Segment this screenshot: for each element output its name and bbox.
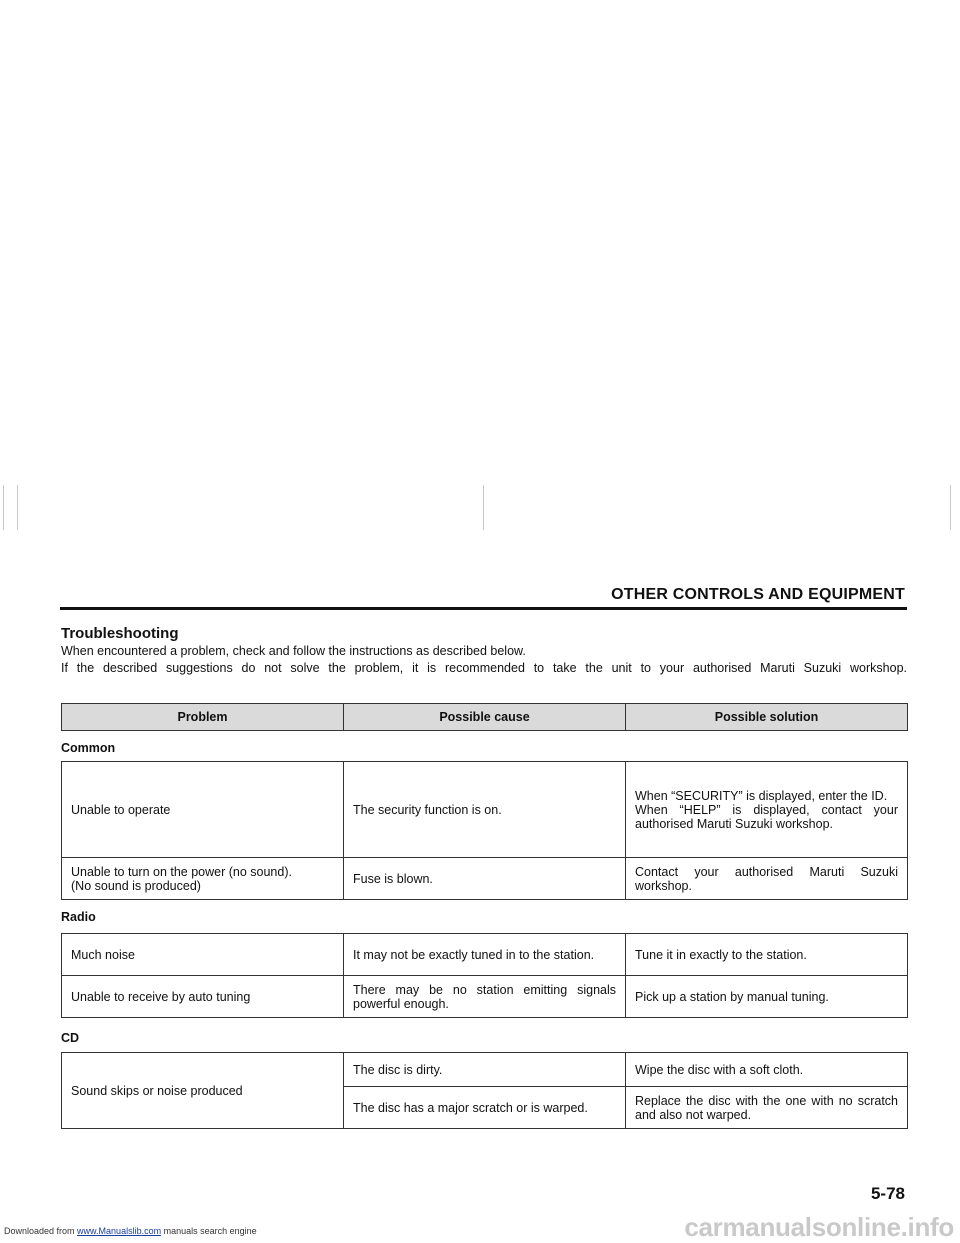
cell-problem: Sound skips or noise produced (62, 1053, 344, 1129)
cell-cause: The disc has a major scratch or is warped. (344, 1087, 626, 1129)
table-row (62, 858, 908, 900)
header-divider (60, 607, 907, 610)
manualslib-link[interactable]: www.Manualslib.com (77, 1226, 162, 1236)
table-row (62, 762, 908, 858)
group-label-common: Common (61, 741, 116, 755)
table-header (61, 703, 908, 731)
group-label-radio: Radio (61, 910, 96, 924)
solution-line: When “HELP” is displayed, contact your authorised Maruti Suzuki workshop. (635, 802, 898, 831)
table-cd (61, 1052, 908, 1129)
section-title: Troubleshooting (61, 625, 179, 642)
watermark-text: carmanualsonline.info (684, 1212, 954, 1242)
crop-mark (483, 485, 484, 530)
cell-solution: Contact your authorised Maruti Suzuki workshop. (626, 858, 908, 900)
cell-problem (62, 858, 344, 900)
crop-mark (17, 485, 18, 530)
group-label-cd: CD (61, 1031, 80, 1045)
table-radio (61, 933, 908, 1018)
header-possible-cause: Possible cause (344, 704, 626, 731)
cell-cause: The security function is on. (344, 762, 626, 858)
chapter-title: OTHER CONTROLS AND EQUIPMENT (611, 586, 905, 603)
cell-solution: Tune it in exactly to the station. (626, 934, 908, 976)
cell-solution: Wipe the disc with a soft cloth. (626, 1053, 908, 1087)
cell-cause: It may not be exactly tuned in to the station. (344, 934, 626, 976)
cell-solution: Replace the disc with the one with no scratch and also not warped. (626, 1087, 908, 1129)
table-row (62, 934, 908, 976)
header-possible-solution: Possible solution (626, 704, 908, 731)
download-credit (4, 1226, 257, 1236)
intro-text (61, 643, 907, 677)
intro-line-1: When encountered a problem, check and follow the instructions as described below. (61, 644, 526, 658)
cell-solution: Pick up a station by manual tuning. (626, 976, 908, 1018)
crop-mark (3, 485, 4, 530)
download-credit-prefix: Downloaded from (4, 1226, 78, 1236)
table-common (61, 761, 908, 900)
crop-mark (950, 485, 951, 530)
problem-line: Unable to turn on the power (no sound). (71, 864, 292, 879)
cell-cause: The disc is dirty. (344, 1053, 626, 1087)
cell-problem: Much noise (62, 934, 344, 976)
table-row (62, 976, 908, 1018)
cell-problem: Unable to receive by auto tuning (62, 976, 344, 1018)
problem-line: (No sound is produced) (71, 878, 201, 893)
header-problem: Problem (62, 704, 344, 731)
table-row (62, 1053, 908, 1087)
intro-line-2: If the described suggestions do not solve the problem, it is recommended to take the unit to your authorised Maruti Suzuki workshop. (61, 661, 907, 675)
cell-cause: There may be no station emitting signals powerful enough. (344, 976, 626, 1018)
cell-solution (626, 762, 908, 858)
page-number: 5-78 (870, 1184, 905, 1203)
download-credit-suffix: manuals search engine (161, 1226, 257, 1236)
solution-line: When “SECURITY” is displayed, enter the ID. (635, 788, 888, 803)
cell-cause: Fuse is blown. (344, 858, 626, 900)
cell-problem: Unable to operate (62, 762, 344, 858)
